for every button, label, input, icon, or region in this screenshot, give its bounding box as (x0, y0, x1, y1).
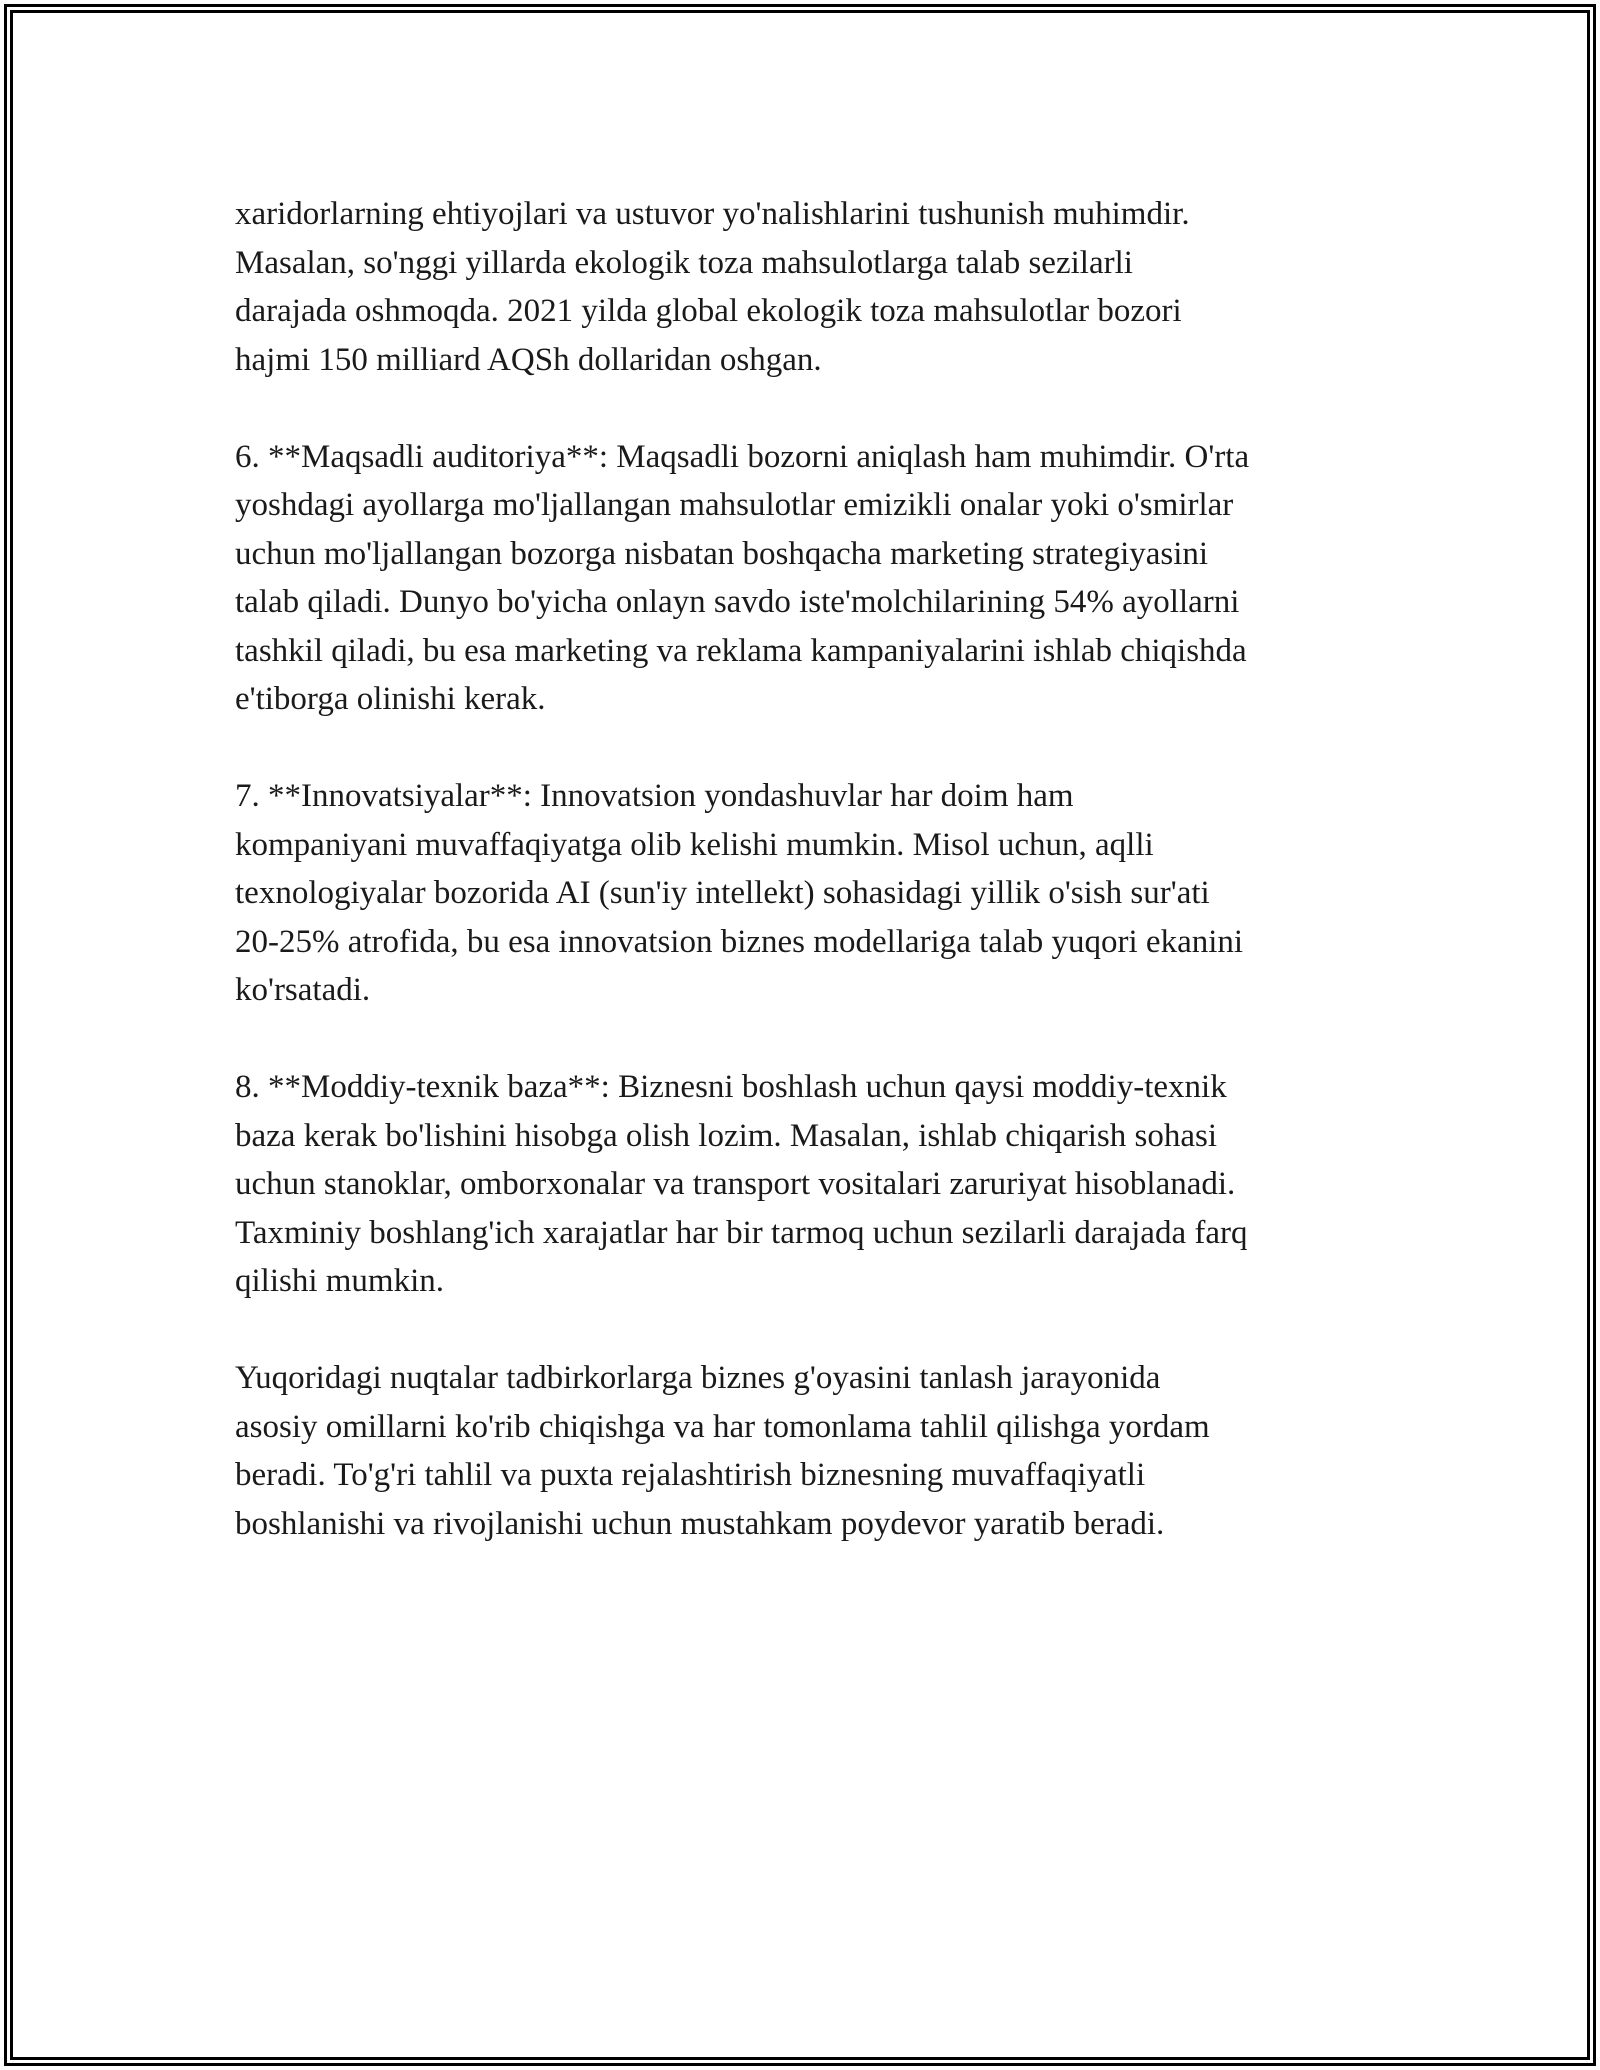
text-line: 7. **Innovatsiyalar**: Innovatsion yondashuvlar har doim ham (235, 778, 1074, 814)
text-line: kompaniyani muvaffaqiyatga olib kelishi mumkin. Misol uchun, aqlli (235, 826, 1154, 863)
text-line: asosiy omillarni ko'rib chiqishga va har tomonlama tahlil qilishga yordam (235, 1408, 1210, 1445)
text-line: tashkil qiladi, bu esa marketing va reklama kampaniyalarini ishlab chiqishda (235, 632, 1247, 669)
document-body (235, 190, 1375, 1597)
text-line: ko'rsatadi. (235, 972, 371, 1008)
text-line: beradi. To'g'ri tahlil va puxta rejalashtirish biznesning muvaffaqiyatli (235, 1457, 1146, 1493)
text-line: 8. **Moddiy-texnik baza**: Biznesni boshlash uchun qaysi moddiy-texnik (235, 1069, 1227, 1105)
text-line: e'tiborga olinishi kerak. (235, 681, 546, 717)
text-line: yoshdagi ayollarga mo'ljallangan mahsulotlar emizikli onalar yoki o'smirlar (235, 487, 1234, 523)
text-line: 6. **Maqsadli auditoriya**: Maqsadli bozorni aniqlash ham muhimdir. O'rta (235, 438, 1250, 475)
text-line: Yuqoridagi nuqtalar tadbirkorlarga biznes g'oyasini tanlash jarayonida (235, 1360, 1161, 1396)
text-line: texnologiyalar bozorida AI (sun'iy intellekt) sohasidagi yillik o'sish sur'ati (235, 875, 1210, 911)
text-line: 20-25% atrofida, bu esa innovatsion biznes modellariga talab yuqori ekanini (235, 923, 1244, 960)
text-line: talab qiladi. Dunyo bo'yicha onlayn savdo iste'molchilarining 54% ayollarni (235, 584, 1240, 620)
text-line: uchun mo'ljallangan bozorga nisbatan boshqacha marketing strategiyasini (235, 535, 1209, 572)
text-line: uchun stanoklar, omborxonalar va transport vositalari zaruriyat hisoblanadi. (235, 1166, 1236, 1202)
text-line: hajmi 150 milliard AQSh dollaridan oshgan. (235, 341, 822, 378)
paragraph-item-7-innovations (235, 772, 1375, 1015)
text-line: Masalan, so'nggi yillarda ekologik toza mahsulotlarga talab sezilarli (235, 244, 1133, 281)
text-line: Taxminiy boshlang'ich xarajatlar har bir tarmoq uchun sezilarli darajada farq (235, 1214, 1248, 1251)
text-line: xaridorlarning ehtiyojlari va ustuvor yo'nalishlarini tushunish muhimdir. (235, 196, 1190, 232)
text-line: boshlanishi va rivojlanishi uchun mustahkam poydevor yaratib beradi. (235, 1505, 1165, 1542)
text-line: qilishi mumkin. (235, 1263, 445, 1299)
text-line: darajada oshmoqda. 2021 yilda global ekologik toza mahsulotlar bozori (235, 293, 1182, 329)
text-line: baza kerak bo'lishini hisobga olish lozim. Masalan, ishlab chiqarish sohasi (235, 1117, 1218, 1154)
paragraph-conclusion (235, 1354, 1375, 1548)
paragraph-intro-continuation (235, 190, 1375, 384)
paragraph-item-8-material-base (235, 1063, 1375, 1306)
paragraph-item-6-target-audience (235, 433, 1375, 724)
